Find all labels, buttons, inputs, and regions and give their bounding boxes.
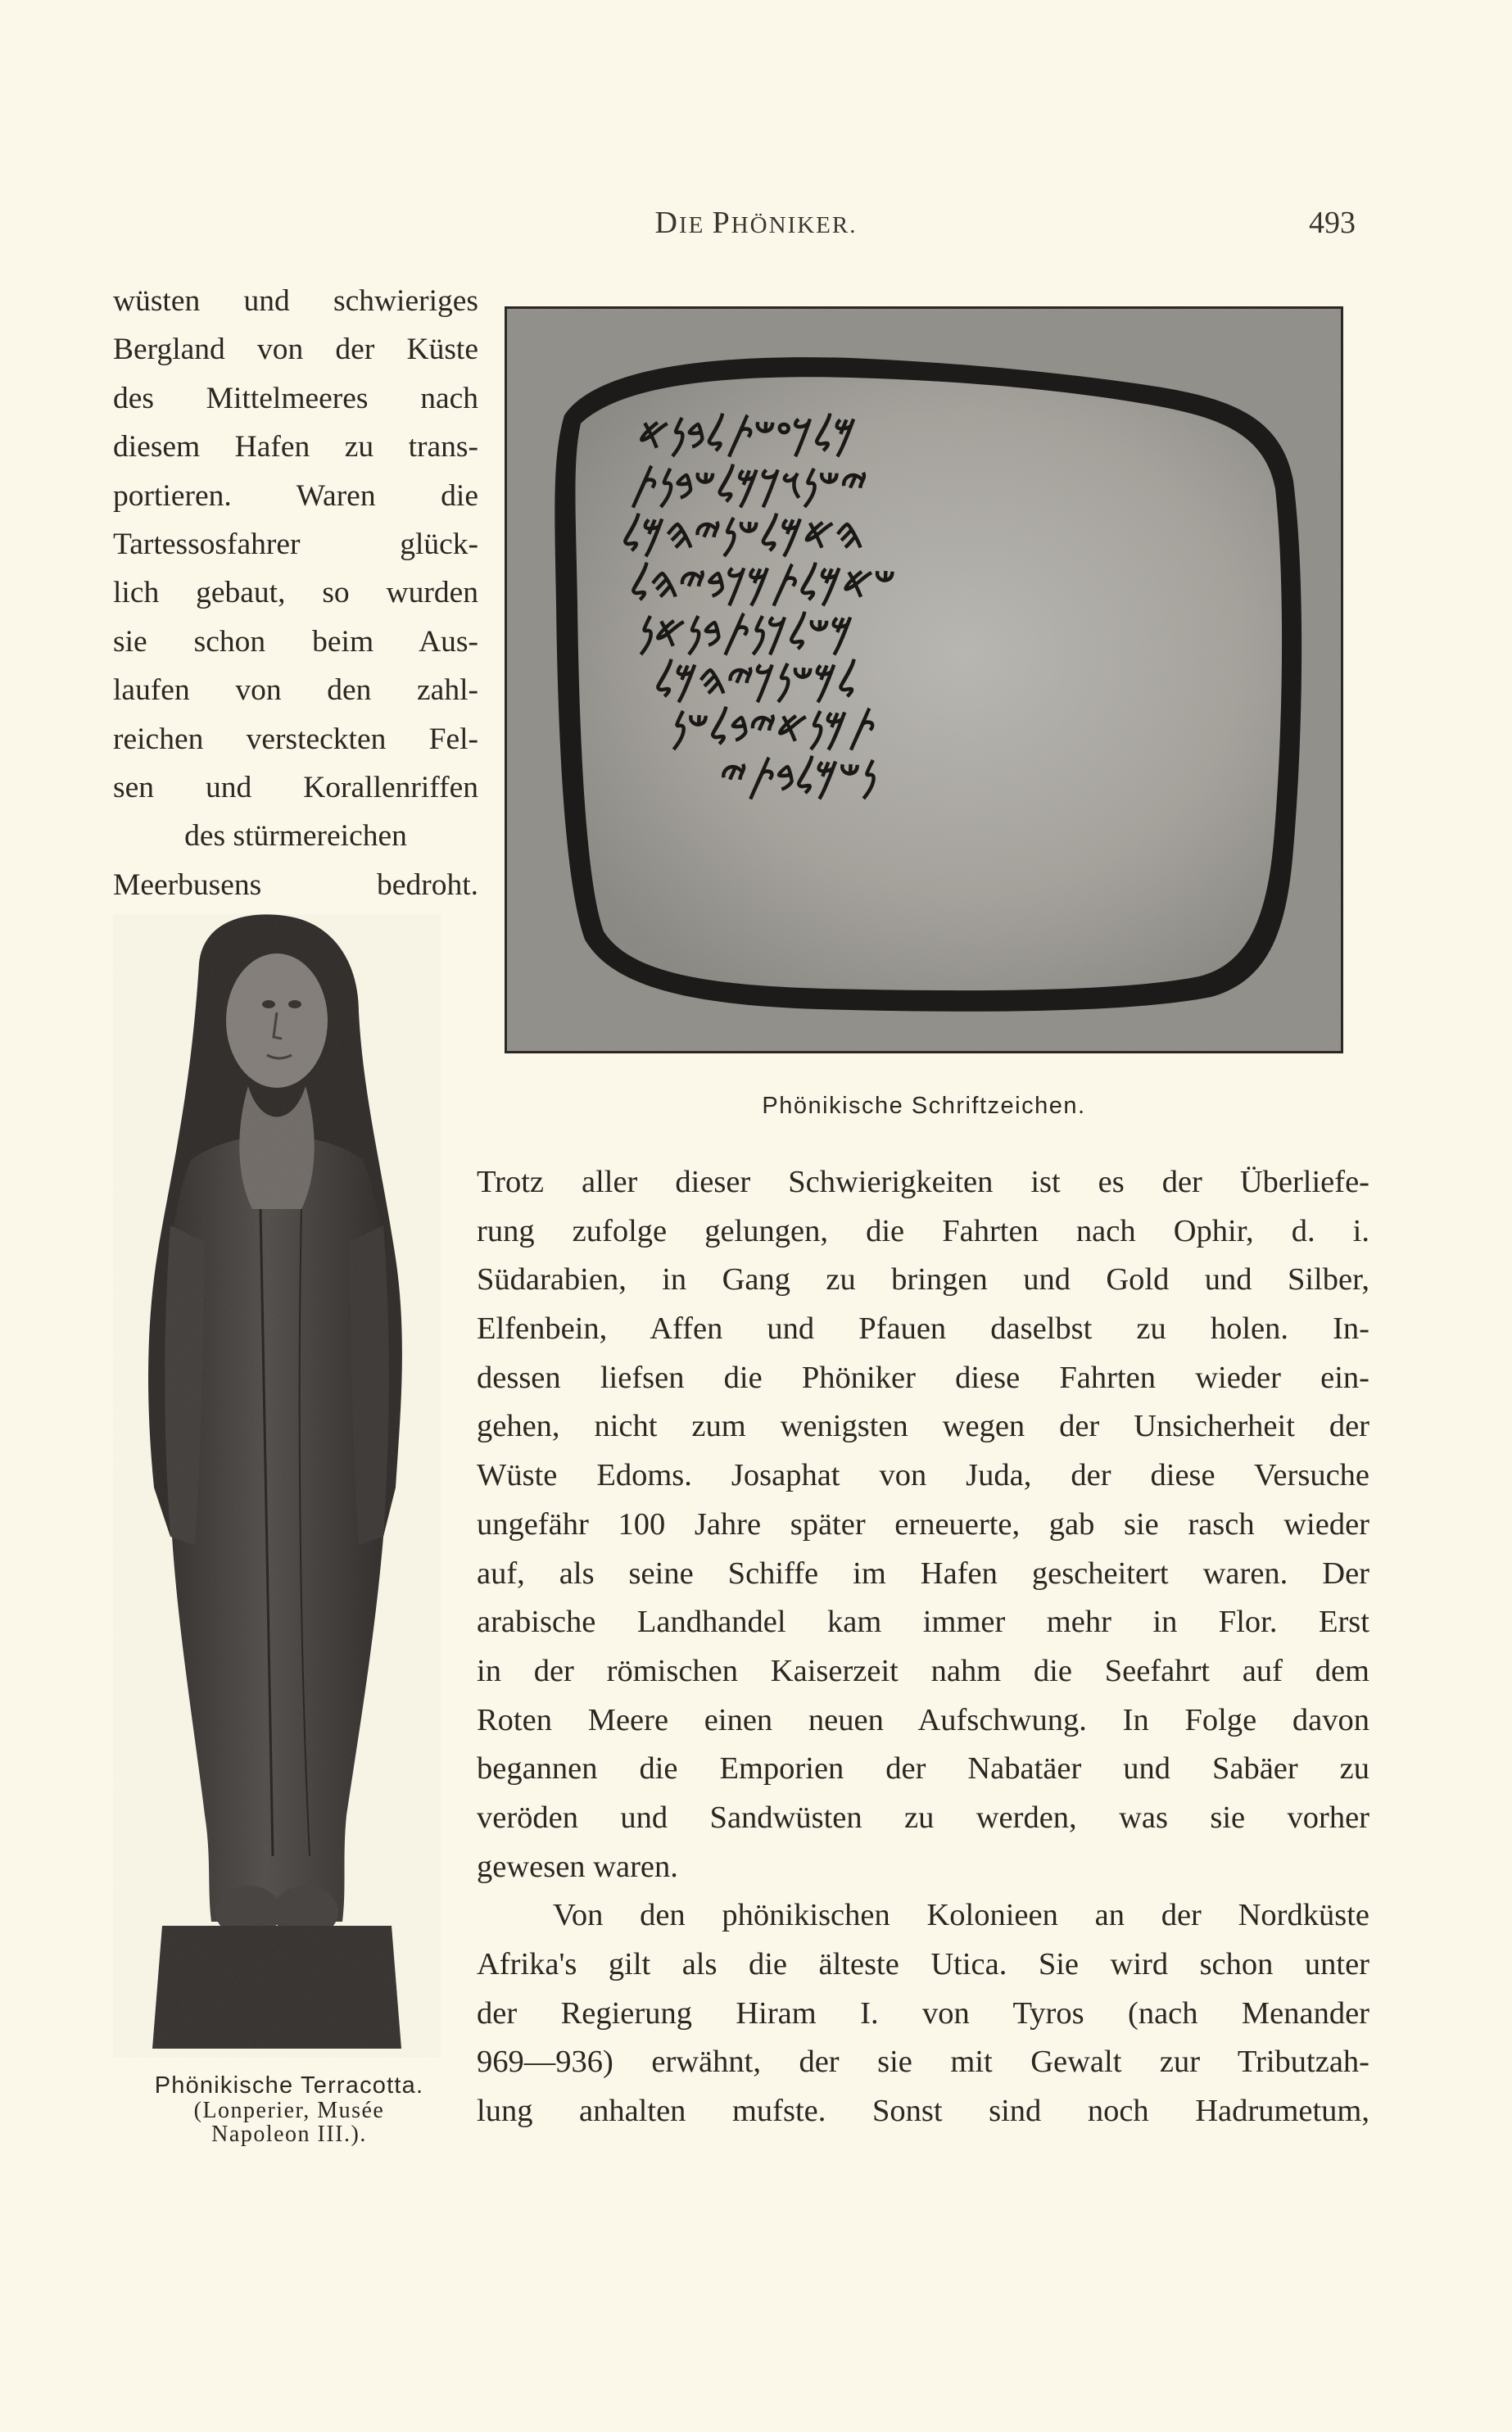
text-line: Bergland von der Küste: [113, 333, 478, 367]
text-line: Meerbusens bedroht.: [113, 867, 478, 902]
text-line: Elfenbein, Affen und Pfauen daselbst zu holen. In-: [477, 1311, 1369, 1347]
text-line: ungefähr 100 Jahre später erneuerte, gab sie rasch wieder: [477, 1506, 1369, 1542]
text-line: Wüste Edoms. Josaphat von Juda, der diese Versuche: [477, 1458, 1369, 1493]
inscription-caption: Phönikische Schriftzeichen.: [762, 1093, 1086, 1119]
text-line: Roten Meere einen neuen Aufschwung. In Folge davon: [477, 1702, 1369, 1737]
text-line: laufen von den zahl-: [113, 673, 478, 708]
terracotta-statue-image: [113, 914, 441, 2058]
text-line: veröden und Sandwüsten zu werden, was sie vorher: [477, 1800, 1369, 1835]
text-line: begannen die Emporien der Nabatäer und Sabäer zu: [477, 1751, 1369, 1787]
inscription-row: 𐤉𐤔𐤍𐤅𐤊𐤌𐤋𐤔𐤁𐤍𐤕: [630, 460, 868, 509]
text-line: lung anhalten mufste. Sonst sind noch Hadrumetum,: [477, 2094, 1369, 2129]
text-line: gehen, nicht zum wenigsten wegen der Unsicherheit der: [477, 1409, 1369, 1444]
terracotta-figure: [113, 914, 441, 2058]
text-line: 969—936) erwähnt, der sie mit Gewalt zur Tributzah-: [477, 2045, 1369, 2080]
caption-line: (Lonperier, Musée: [193, 2098, 385, 2123]
running-title: [0, 205, 1512, 241]
text-line: des stürmereichen: [184, 819, 407, 854]
text-line: wüsten und schwieriges: [113, 284, 478, 318]
caption-line: Napoleon III.).: [211, 2122, 367, 2147]
text-line: auf, als seine Schiffe im Hafen gescheitert waren. Der: [477, 1556, 1369, 1591]
text-line: rung zufolge gelungen, die Fahrten nach Ophir, d. i.: [477, 1213, 1369, 1248]
inscription-row: 𐤕𐤌𐤍𐤀𐤉𐤁𐤋𐤔𐤍: [671, 703, 876, 752]
text-line: Tartessosfahrer glück-: [113, 527, 478, 561]
text-line: in der römischen Kaiserzeit nahm die Seefahrt auf dem: [477, 1653, 1369, 1688]
inscription-row: 𐤌𐤋𐤊𐤏𐤔𐤕𐤋𐤁𐤍𐤀: [638, 410, 858, 459]
text-line: dessen liefsen die Phöniker diese Fahrten wieder ein-: [477, 1360, 1369, 1395]
inscription-row: 𐤋𐤌𐤔𐤍𐤊𐤉𐤄𐤌𐤋: [654, 655, 858, 704]
text-line: sie schon beim Aus-: [113, 624, 478, 659]
title-rest-2: HÖNIKER.: [731, 212, 858, 238]
title-rest: IE: [678, 212, 713, 238]
caption-line: Phönikische Terracotta.: [154, 2072, 424, 2099]
text-line: des Mittelmeeres nach: [113, 381, 478, 415]
text-line: Afrika's gilt als die älteste Utica. Sie wird schon unter: [477, 1947, 1369, 1981]
text-line: der Regierung Hiram I. von Tyros (nach Menander: [477, 1995, 1369, 2031]
title-initial-2: P: [712, 206, 731, 240]
terracotta-caption: [113, 2072, 465, 2146]
page-number: 493: [1309, 206, 1356, 240]
text-line: Südarabien, in Gang zu bringen und Gold und Silber,: [477, 1262, 1369, 1298]
main-column-text: [477, 1158, 1369, 2136]
text-line: Von den phönikischen Kolonieen an der Nordküste: [553, 1898, 1369, 1933]
inscription-row: 𐤄𐤀𐤌𐤋𐤔𐤍𐤉𐤄𐤌𐤋: [622, 509, 864, 559]
inscription-row: 𐤌𐤔𐤋𐤊𐤍𐤕𐤁𐤍𐤀𐤍: [638, 608, 854, 657]
text-line: arabische Landhandel kam immer mehr in Flor. Erst: [477, 1605, 1369, 1640]
text-line: gewesen waren.: [477, 1849, 678, 1884]
text-line: portieren. Waren die: [113, 478, 478, 513]
title-initial: D: [654, 206, 679, 240]
left-column-text: [113, 277, 478, 909]
text-line: lich gebaut, so wurden: [113, 576, 478, 610]
inscription-row: 𐤔𐤀𐤌𐤋𐤕𐤌𐤊𐤁𐤉𐤄𐤋: [630, 559, 896, 608]
paragraph: [477, 1158, 1369, 1891]
inscription-figure: [505, 306, 1343, 1053]
paragraph: [477, 1891, 1369, 2135]
text-line: diesem Hafen zu trans-: [113, 430, 478, 464]
inscription-row: 𐤍𐤔𐤌𐤋𐤁𐤕𐤉: [720, 752, 877, 801]
inscription-tablet-image: [507, 309, 1341, 1051]
text-line: Trotz aller dieser Schwierigkeiten ist es der Überliefe-: [477, 1165, 1369, 1199]
text-line: sen und Korallenriffen: [113, 770, 478, 804]
text-line: reichen versteckten Fel-: [113, 722, 478, 756]
